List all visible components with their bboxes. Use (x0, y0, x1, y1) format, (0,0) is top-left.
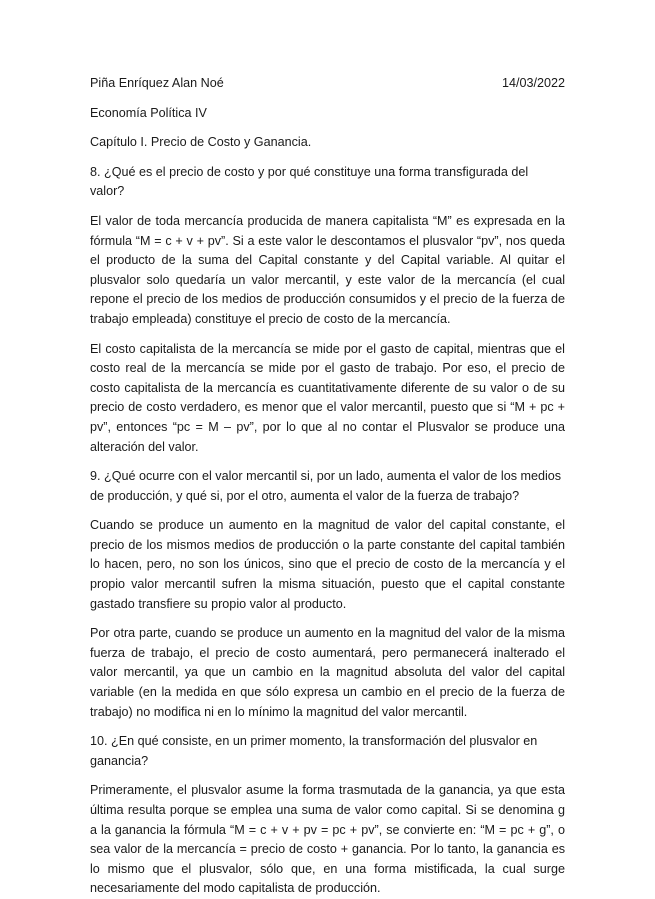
answer-10-paragraph-1: Primeramente, el plusvalor asume la forma trasmutada de la ganancia, ya que esta última resulta porque se emplea una suma de valor como capital. Si se denomina g a la ganancia la fórmula “M = c + v + pv = pc + pv”, se convierte en: “M = pc + g”, o sea valor de la mercancía = precio de costo + ganancia. Por lo tanto, la ganancia es lo mismo que el plusvalor, sólo que, en una forma mistificada, la cual surge necesariamente del modo capitalista de producción. (90, 783, 565, 896)
document-date: 14/03/2022 (501, 76, 565, 90)
author-name: Piña Enríquez Alan Noé (90, 76, 224, 90)
chapter-title: Capítulo I. Precio de Costo y Ganancia. (90, 135, 312, 150)
answer-8-paragraph-1: El valor de toda mercancía producida de manera capitalista “M” es expresada en la fórmula “M = c + v + pv”. Si a este valor le descontamos el plusvalor “pv”, nos queda el producto de la suma del Capital constante y del Capital variable. Al quitar el plusvalor solo quedaría un valor mercantil, y este valor de la mercancía (el cual repone el precio de los medios de producción consumidos y el precio de la fuerza de trabajo empleada) constituye el precio de costo de la mercancía. (90, 213, 565, 326)
question-8: 8. ¿Qué es el precio de costo y por qué constituye una forma transfigurada del valor? (90, 164, 529, 199)
question-10: 10. ¿En qué consiste, en un primer momento, la transformación del plusvalor en ganancia? (90, 734, 538, 768)
header-row (90, 74, 565, 94)
answer-8-paragraph-2: El costo capitalista de la mercancía se mide por el gasto de capital, mientras que el costo real de la mercancía se mide por el gasto de trabajo. Por eso, el precio de costo capitalista de la mercancía es cuantitativamente diferente de su valor o de su precio de costo verdadero, es menor que el valor mercantil, puesto que si “M + pc + pv”, entonces “pc = M – pv”, por lo que al no contar el Plusvalor se produce una alteración del valor. (90, 341, 565, 454)
answer-9-paragraph-1: Cuando se produce un aumento en la magnitud de valor del capital constante, el precio de los mismos medios de producción o la parte constante del capital también lo hacen, pero, no son los únicos, sino que el precio de costo de la mercancía y el propio valor mercantil sufren la misma situación, puesto que el capital constante gastado transfiere su propio valor al producto. (90, 518, 565, 611)
question-9: 9. ¿Qué ocurre con el valor mercantil si, por un lado, aumenta el valor de los medios de producción, y qué si, por el otro, aumenta el valor de la fuerza de trabajo? (90, 469, 562, 503)
course-title: Economía Política IV (90, 105, 207, 120)
answer-9-paragraph-2: Por otra parte, cuando se produce un aumento en la magnitud del valor de la misma fuerza de trabajo, el precio de costo aumentará, pero permanecerá inalterado el valor mercantil, ya que un cambio en la magnitud absoluta del valor del capital variable (en la medida en que sólo expresa un cambio en el precio de la fuerza de trabajo) no modifica ni en lo mínimo la magnitud del valor mercantil. (90, 626, 565, 719)
